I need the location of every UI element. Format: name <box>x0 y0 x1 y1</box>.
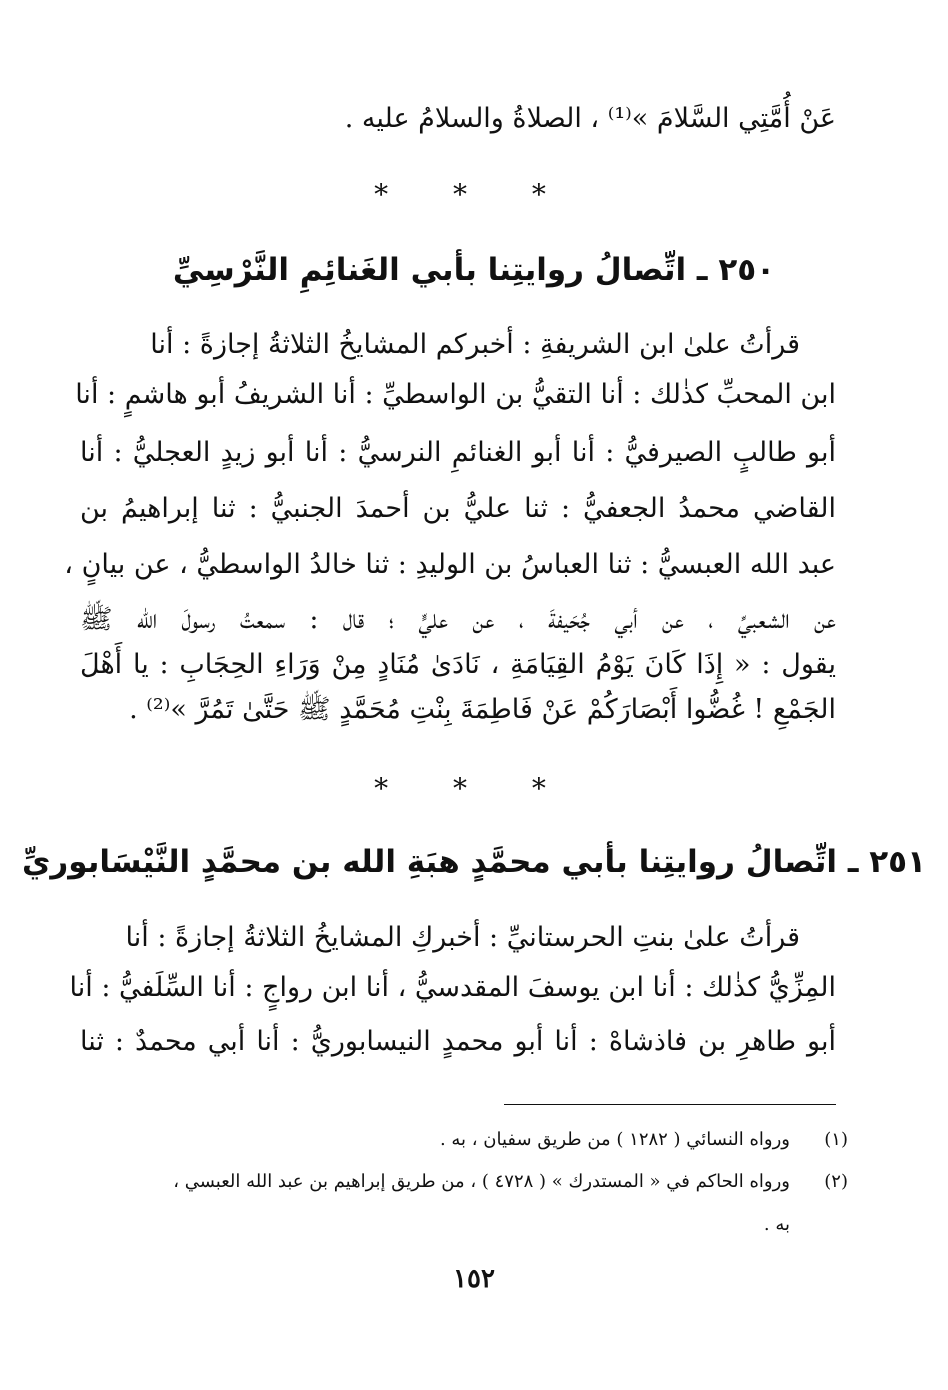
footnote-1 <box>90 1122 848 1158</box>
separator-1: * * * <box>374 178 574 211</box>
text-line: القاضي محمدُ الجعفيُّ : ثنا عليُّ بن أحمدَ الجنبيُّ : ثنا إبراهيمُ بن <box>80 493 836 524</box>
heading-251: ٢٥١ ـ اتِّصالُ روايتِنا بأبي محمَّدٍ هبَةِ الله بن محمَّدٍ النَّيْسَابوريِّ <box>22 844 926 880</box>
text-line: ابن المحبِّ كذٰلك : أنا التقيُّ بن الواسطيِّ : أنا الشريفُ أبو هاشمٍ : أنا <box>75 379 836 410</box>
footnote-rule <box>504 1104 836 1105</box>
footnote-text: ورواه الحاكم في « المستدرك » ( ٤٧٢٨ ) ، من طريق إبراهيم بن عبد الله العبسي ، <box>173 1171 790 1192</box>
text-line: أبو طالبٍ الصيرفيُّ : أنا أبو الغنائمِ النرسيُّ : أنا أبو زيدٍ العجليُّ : أنا <box>80 437 836 468</box>
footnote-2-continuation: به . <box>763 1214 790 1235</box>
separator-2: * * * <box>374 772 574 805</box>
footnote-number: (١) <box>824 1129 848 1150</box>
text-line: قرأتُ علىٰ ابن الشريفةِ : أخبركم المشايخُ الثلاثةُ إجازةً : أنا <box>150 329 800 360</box>
top-line: عَنْ أُمَّتِي السَّلامَ »⁽¹⁾ ، الصلاةُ والسلامُ عليه . <box>344 103 836 134</box>
footnote-text: ورواه النسائي ( ١٢٨٢ ) من طريق سفيان ، به . <box>439 1129 790 1150</box>
text-line: عبد الله العبسيُّ : ثنا العباسُ بن الوليدِ : ثنا خالدُ الواسطيُّ ، عن بيانٍ ، <box>64 549 836 580</box>
text-line: عن الشعبيِّ ، عن أبي جُحَيفةَ ، عن عليٍّ ؛ قال : سمعتُ رسولَ الله ﷺ <box>80 604 836 635</box>
footnote-2 <box>90 1164 848 1200</box>
heading-250: ٢٥٠ ـ اتِّصالُ روايتِنا بأبي الغَنائِمِ النَّرْسِيِّ <box>172 252 776 288</box>
text-line: الجَمْعِ ! غُضُّوا أَبْصَارَكُمْ عَنْ فَاطِمَةَ بِنْتِ مُحَمَّدٍ ﷺ حَتَّىٰ تَمُرَّ »⁽²⁾ . <box>129 694 836 725</box>
text-line: أبو طاهرِ بن فاذشاهْ : أنا أبو محمدٍ النيسابوريُّ : أنا أبي محمدٌ : ثنا <box>80 1026 836 1057</box>
text-line: قرأتُ علىٰ بنتِ الحرستانيِّ : أخبركِ المشايخُ الثلاثةُ إجازةً : أنا <box>125 922 800 953</box>
text-line: المِزِّيُّ كذٰلك : أنا ابن يوسفَ المقدسيُّ ، أنا ابن رواجٍ : أنا السِّلَفيُّ : أنا <box>69 972 836 1003</box>
footnote-number: (٢) <box>824 1171 848 1192</box>
text-line: يقول : « إِذَا كَانَ يَوْمُ القِيَامَةِ ، نَادَىٰ مُنَادٍ مِنْ وَرَاءِ الحِجَابِ : يا أَهْلَ <box>80 649 836 680</box>
page-number: ١٥٢ <box>453 1264 495 1294</box>
